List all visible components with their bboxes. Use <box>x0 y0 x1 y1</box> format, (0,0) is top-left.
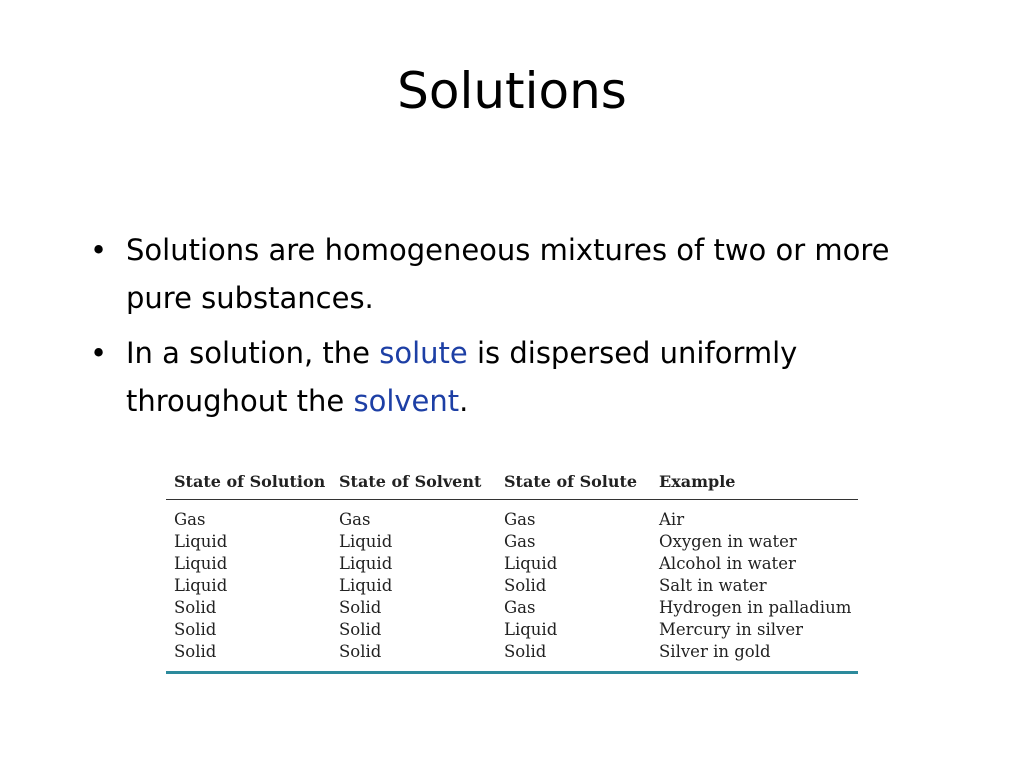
table-cell: Solid <box>339 642 382 661</box>
table-cell: Solid <box>504 642 547 661</box>
table-cell: Liquid <box>504 620 558 639</box>
bullet-marker: • <box>90 336 108 370</box>
table-row <box>166 597 858 619</box>
table-cell: Liquid <box>339 576 393 595</box>
bullet-text-part: Solutions are homogeneous mixtures of two or more pure substances. <box>126 233 890 315</box>
table-row <box>166 553 858 575</box>
table-cell: Gas <box>504 598 536 617</box>
table-cell: Liquid <box>174 576 228 595</box>
bullet-marker: • <box>90 233 108 267</box>
table-cell: Oxygen in water <box>659 532 797 551</box>
bullet-item <box>90 329 910 425</box>
table-bottom-rule <box>166 671 858 674</box>
table-cell: Liquid <box>339 532 393 551</box>
table-cell: Solid <box>504 576 547 595</box>
header-state-of-solvent: State of Solvent <box>331 468 496 500</box>
table-cell: Hydrogen in palladium <box>659 598 852 617</box>
header-example: Example <box>651 468 858 500</box>
solution-types-table <box>166 468 858 674</box>
table-cell: Solid <box>339 620 382 639</box>
bullet-list <box>90 226 910 432</box>
table-header-row <box>166 468 858 500</box>
bullet-text-part: In a solution, the <box>126 336 380 370</box>
table-row <box>166 531 858 553</box>
table-row <box>166 500 858 532</box>
table <box>166 468 858 671</box>
table-cell: Liquid <box>174 554 228 573</box>
table-cell: Solid <box>174 642 217 661</box>
bullet-text-part: . <box>459 384 469 418</box>
table-cell: Salt in water <box>659 576 767 595</box>
table-row <box>166 641 858 671</box>
bullet-text-part: is dispersed uniformly throughout the <box>126 336 798 418</box>
term-solute: solute <box>379 336 468 370</box>
table-cell: Solid <box>174 598 217 617</box>
bullet-text <box>126 336 797 418</box>
table-cell: Silver in gold <box>659 642 771 661</box>
table-row <box>166 619 858 641</box>
slide-title: Solutions <box>397 62 627 120</box>
table-cell: Liquid <box>504 554 558 573</box>
term-solvent: solvent <box>353 384 460 418</box>
table-cell: Alcohol in water <box>659 554 796 573</box>
table-cell: Gas <box>339 510 371 529</box>
header-state-of-solute: State of Solute <box>496 468 651 500</box>
table-cell: Liquid <box>339 554 393 573</box>
table-row <box>166 575 858 597</box>
table-cell: Gas <box>174 510 206 529</box>
table-cell: Gas <box>504 532 536 551</box>
table-cell: Mercury in silver <box>659 620 804 639</box>
bullet-text <box>126 233 890 315</box>
table-cell: Liquid <box>174 532 228 551</box>
header-state-of-solution: State of Solution <box>166 468 331 500</box>
table-cell: Solid <box>174 620 217 639</box>
table-cell: Air <box>659 510 685 529</box>
table-cell: Solid <box>339 598 382 617</box>
table-cell: Gas <box>504 510 536 529</box>
bullet-item <box>90 226 910 322</box>
